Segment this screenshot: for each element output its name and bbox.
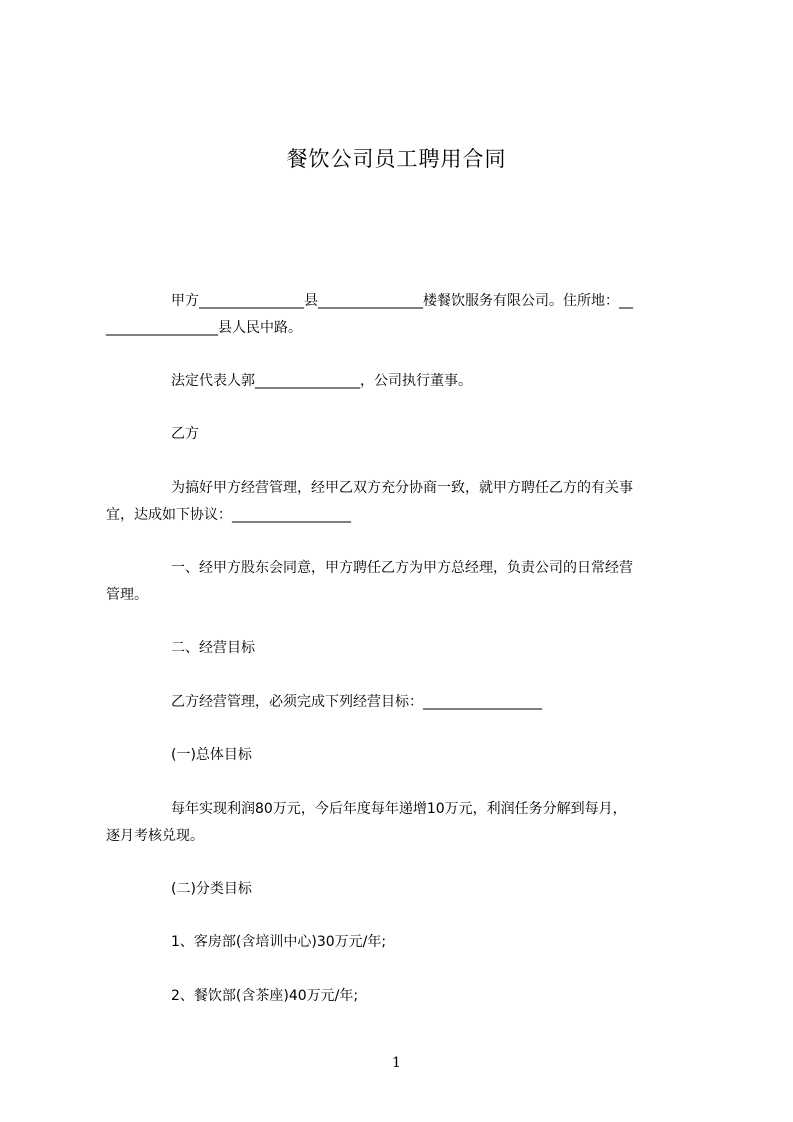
agreement-intro-line-1: 为搞好甲方经营管理，经甲乙双方充分协商一致，就甲方聘任乙方的有关事 [171, 480, 633, 496]
clause-two-heading: 二、经营目标 [171, 640, 255, 656]
category-target-item-1: 1、客房部(含培训中心)30万元/年; [171, 934, 387, 950]
overall-target-heading: (一)总体目标 [171, 747, 252, 763]
document-title: 餐饮公司员工聘用合同 [286, 147, 507, 171]
party-a-line-1: 甲方_______________县_______________楼餐饮服务有限公司。住所地：__ [171, 293, 633, 309]
legal-representative-line: 法定代表人郭_______________，公司执行董事。 [171, 373, 472, 389]
clause-one-line-2: 管理。 [106, 587, 148, 603]
category-target-heading: (二)分类目标 [171, 881, 252, 897]
clause-one-line-1: 一、经甲方股东会同意，甲方聘任乙方为甲方总经理，负责公司的日常经营 [171, 560, 633, 576]
page-number: 1 [392, 1055, 401, 1071]
category-target-item-2: 2、餐饮部(含茶座)40万元/年; [171, 988, 359, 1004]
business-targets-intro: 乙方经营管理，必须完成下列经营目标：_________________ [171, 694, 542, 710]
overall-target-line-2: 逐月考核兑现。 [106, 828, 204, 844]
overall-target-line-1: 每年实现利润80万元，今后年度每年递增10万元，利润任务分解到每月， [171, 801, 627, 817]
agreement-intro-line-2: 宜，达成如下协议：_________________ [106, 507, 351, 523]
party-b-line: 乙方 [171, 426, 199, 442]
party-a-line-2: ________________县人民中路。 [106, 320, 302, 336]
